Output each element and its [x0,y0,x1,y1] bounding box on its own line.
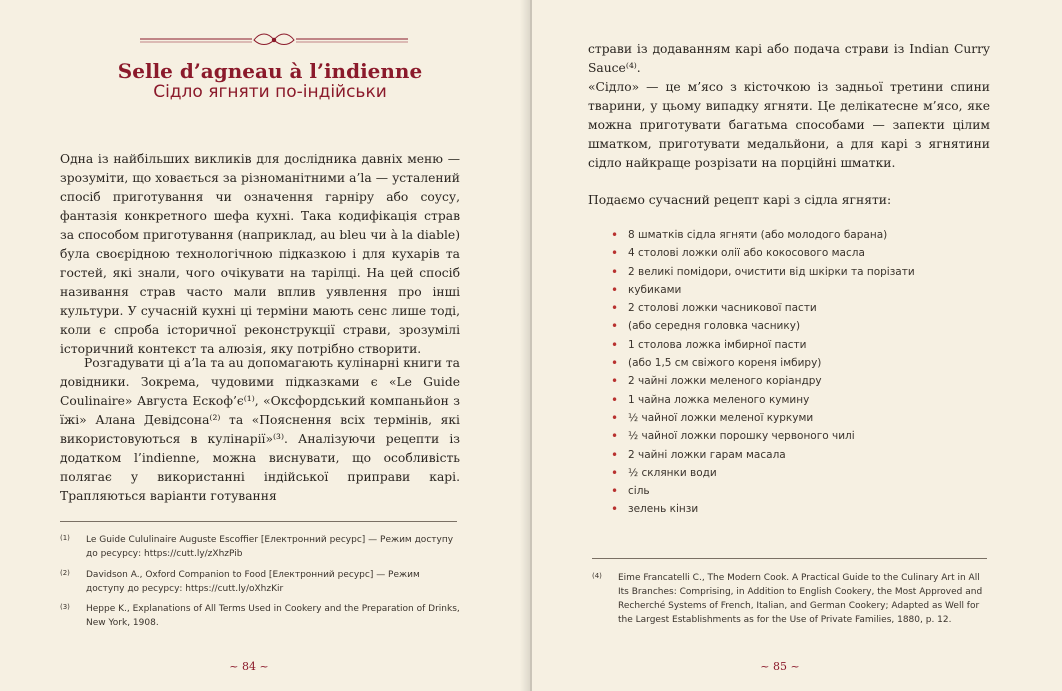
body-paragraph: Одна із найбільших викликів для дослідника давніх меню — зрозуміти, що ховається за різноманітними a’la — усталений спосіб приготування чи означення гарніру або соусу, фантазія конкретного шефа кухні. Така кодифікація страв за способом приготування (наприклад, au bleu чи à la diable) була своєрідною технологічною підказкою і для кухарів та гостей, які знали, чого очікувати на тарілці. На цей спосіб називання страв часто мали вплив уявлення про інші культури. У сучасній кухні ці терміни мають сенс лише тоді, коли є спроба історичної реконструкції страви, зрозумілі історичний контекст та алюзія, яку потрібно створити. [60,152,461,356]
list-item: • (або середня головка часнику) [608,317,968,335]
body-paragraph: «Сідло» — це м’ясо з кісточкою із задньої третини спини тварини, у цьому випадку ягняти. Це делікатесне м’ясо, яке можна приготувати багатьма способами — запекти цілим шматком, приготувати медальйони, а для карі з ягнятини сідло найкраще розрізати на порційні шматки. [588,80,990,170]
recipe-title: Selle d’agneau à l’indienne [117,59,423,83]
list-item: • ½ склянки води [608,464,968,482]
ornament-divider [140,30,408,48]
footnote-text: Eime Francatelli C., The Modern Cook. A Practical Guide to the Culinary Art in All Its Branches: Comprising, in Addition to English Cookery, the Most Approved and Recherché Systems of French, Italian, and German Cookery; Adapted as Well for the Largest Establishments as for the Use of Private Families, 1880, p. 12. [618,573,983,625]
list-item: • 4 столові ложки олії або кокосового масла [608,244,968,262]
list-item: • 2 великі помідори, очистити від шкірки та порізати [608,263,968,281]
footnote-mark: (3) [60,603,70,611]
list-item: • 8 шматків сідла ягняти (або молодого барана) [608,226,968,244]
list-item: • 2 чайні ложки меленого коріандру [608,372,968,390]
footnote-text: Le Guide Cululinaire Auguste Escoffier [Електронний ресурс] — Режим доступу до ресурсу: https://cutt.ly/zXhzPib [86,535,454,559]
body-paragraph: Розгадувати ці a’la та au допомагають кулінарні книги та довідники. Зокрема, чудовими підказками є «Le Guide Coulinaire» Августа Ескоф’є⁽¹⁾, «Оксфордський компаньйон з їжі» Алана Девідсона⁽²⁾ та «Пояснення всіх термінів, які використовуються в кулінарії»⁽³⁾. Аналізуючи рецепти із додатком l’indienne, можна виснувати, що особливість полягає у використанні індійської приправи карі. Трапляються варіанти готування [60,356,460,503]
footnote-mark: (1) [60,534,70,542]
recipe-subtitle: Сідло ягняти по-індійськи [153,82,387,102]
list-item: • 2 столові ложки часникової пасти [608,299,968,317]
body-paragraph: Подаємо сучасний рецепт карі з сідла ягняти: [588,193,892,207]
footnote-mark: (4) [592,572,602,580]
list-item: • ½ чайної ложки порошку червоного чилі [608,427,968,445]
list-item: • кубиками [608,281,968,299]
list-item: • ½ чайної ложки меленої куркуми [608,409,968,427]
list-item: • 1 чайна ложка меленого кумину [608,391,968,409]
list-item: • 1 столова ложка імбирної пасти [608,336,968,354]
left-page [0,0,530,691]
list-item: • (або 1,5 см свіжого кореня імбиру) [608,354,968,372]
list-item: • 2 чайні ложки гарам масала [608,446,968,464]
footnote-mark: (2) [60,569,70,577]
page-number: ~ 85 ~ [760,660,800,673]
footnote-text: Heppe K., Explanations of All Terms Used in Cookery and the Preparation of Drinks, New York, 1908. [86,604,460,628]
footnote-divider [60,521,457,522]
list-item: • зелень кінзи [608,500,968,518]
page-number: ~ 84 ~ [229,660,269,673]
body-paragraph: страви із додаванням карі або подача страви із Indian Curry Sauce⁽⁴⁾. [588,42,990,75]
ingredients-list [608,226,968,519]
footnote-text: Davidson A., Oxford Companion to Food [Електронний ресурс] — Режим доступу до ресурсу: https://cutt.ly/oXhzKir [86,570,420,594]
list-item: • сіль [608,482,968,500]
footnote-divider [592,558,987,559]
